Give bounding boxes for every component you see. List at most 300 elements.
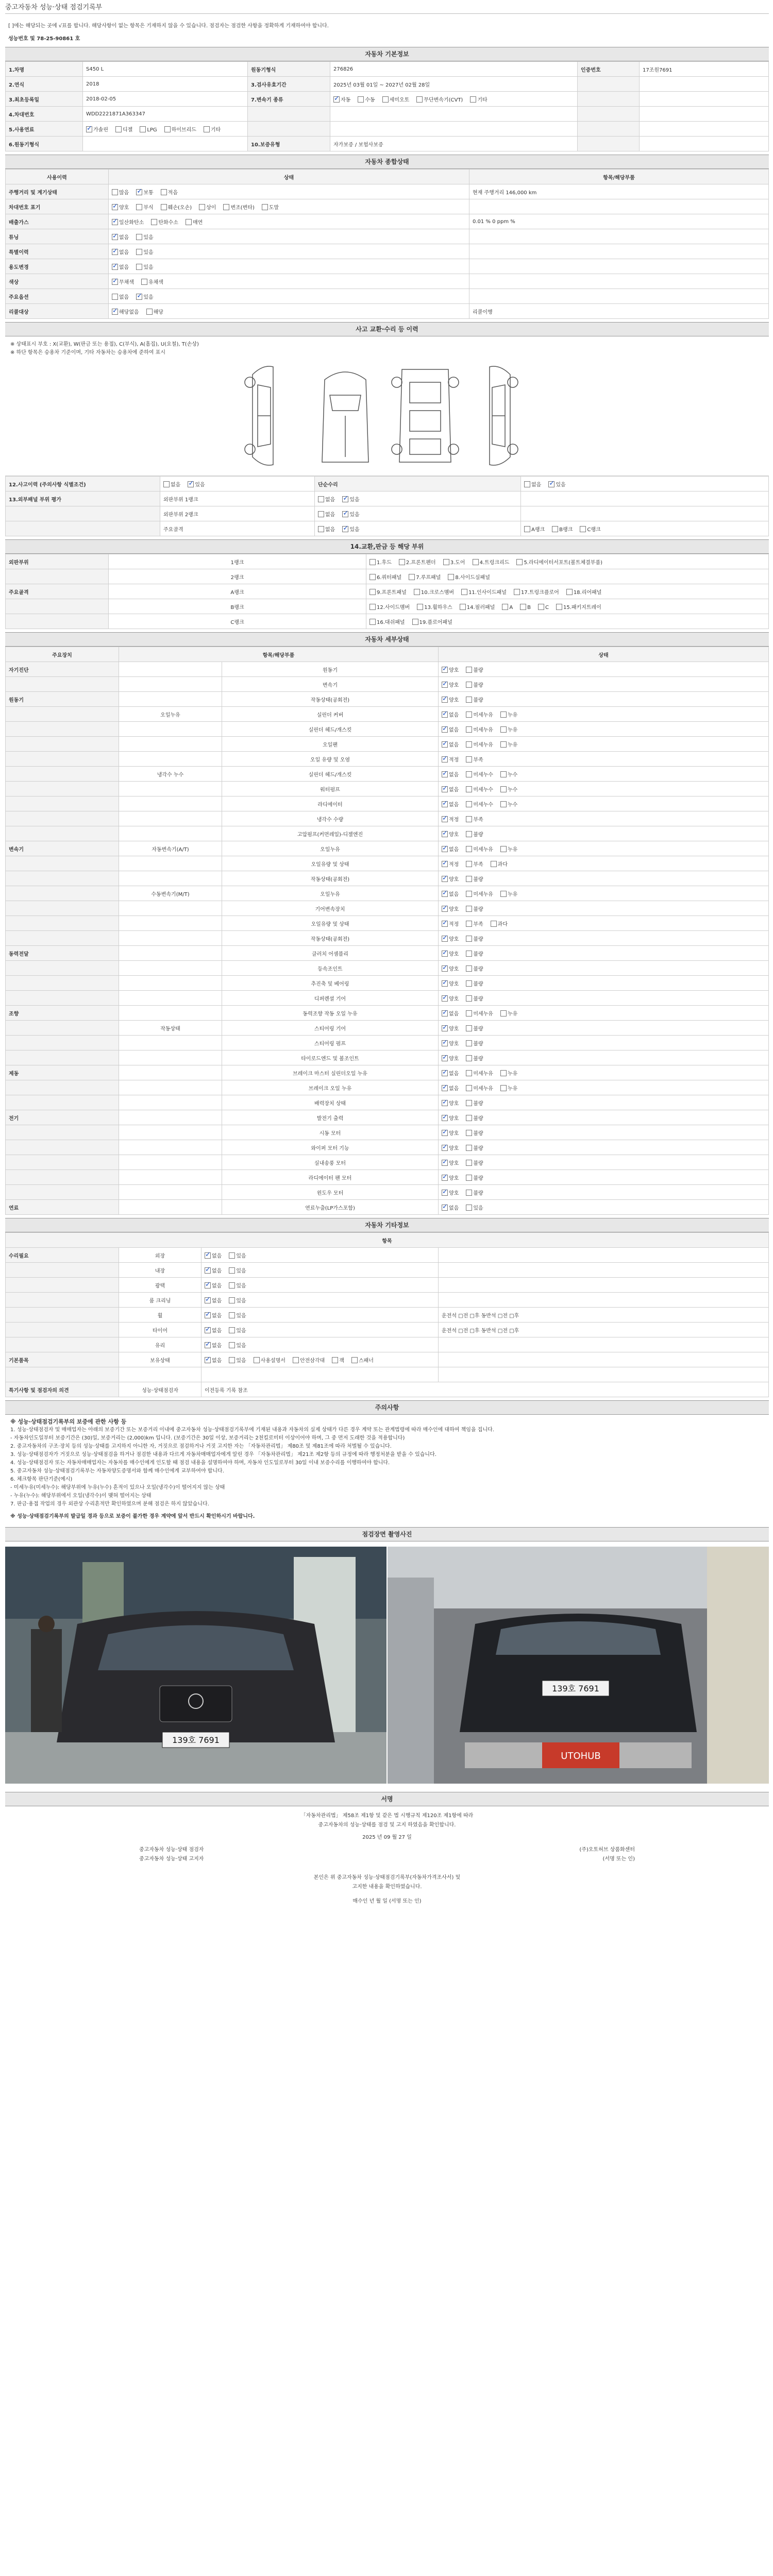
detail-option[interactable]: 불량: [466, 1129, 483, 1137]
detail-option[interactable]: ✓ 양호: [442, 1129, 459, 1137]
checkbox[interactable]: [86, 126, 92, 132]
checkbox[interactable]: [442, 1010, 448, 1016]
checkbox[interactable]: [466, 951, 472, 957]
checkbox[interactable]: [136, 204, 142, 210]
checkbox[interactable]: [318, 511, 324, 517]
checkbox[interactable]: [229, 1342, 235, 1348]
checkbox[interactable]: [556, 604, 562, 610]
checkbox[interactable]: [442, 786, 448, 792]
checkbox[interactable]: [442, 726, 448, 733]
detail-option[interactable]: 누유: [500, 845, 517, 853]
checkbox[interactable]: [442, 741, 448, 748]
general-option[interactable]: 훼손(오손): [161, 203, 192, 211]
other-option[interactable]: ✓ 없음: [205, 1341, 222, 1349]
part-option[interactable]: 3.도어: [443, 558, 465, 566]
detail-option[interactable]: 미세누유: [466, 1084, 493, 1092]
checkbox[interactable]: [466, 1025, 472, 1031]
general-option[interactable]: 많음: [112, 188, 129, 196]
checkbox[interactable]: [442, 682, 448, 688]
detail-option[interactable]: 불량: [466, 1159, 483, 1166]
detail-option[interactable]: ✓ 없음: [442, 890, 459, 897]
checkbox[interactable]: [566, 589, 573, 595]
fuel-option[interactable]: 기타: [204, 125, 221, 133]
checkbox[interactable]: [442, 1100, 448, 1106]
general-option[interactable]: ✓ 없음: [112, 233, 129, 241]
checkbox[interactable]: [188, 481, 194, 487]
checkbox[interactable]: [442, 1205, 448, 1211]
detail-option[interactable]: 미세누유: [466, 890, 493, 897]
detail-option[interactable]: 미세누유: [466, 725, 493, 733]
checkbox[interactable]: [442, 1085, 448, 1091]
detail-option[interactable]: 불량: [466, 1039, 483, 1047]
general-option[interactable]: ✓ 없음: [112, 248, 129, 256]
checkbox[interactable]: [442, 906, 448, 912]
detail-option[interactable]: 불량: [466, 994, 483, 1002]
checkbox[interactable]: [442, 936, 448, 942]
checkbox[interactable]: [500, 771, 507, 777]
checkbox[interactable]: [580, 526, 586, 532]
checkbox[interactable]: [254, 1357, 260, 1363]
part-option[interactable]: 13.휠하우스: [417, 603, 452, 611]
detail-option[interactable]: ✓ 없음: [442, 1069, 459, 1077]
other-option[interactable]: ✓ 없음: [205, 1251, 222, 1259]
checkbox[interactable]: [161, 189, 167, 195]
transmission-option[interactable]: 수동: [358, 95, 375, 103]
detail-option[interactable]: ✓ 양호: [442, 979, 459, 987]
checkbox[interactable]: [141, 279, 147, 285]
checkbox[interactable]: [466, 876, 472, 882]
checkbox[interactable]: [466, 1055, 472, 1061]
checkbox[interactable]: [416, 96, 423, 103]
checkbox[interactable]: [466, 995, 472, 1002]
other-option[interactable]: 있음: [229, 1251, 246, 1259]
detail-option[interactable]: 불량: [466, 1174, 483, 1181]
transmission-option[interactable]: 기타: [470, 95, 487, 103]
checkbox[interactable]: [466, 1145, 472, 1151]
detail-option[interactable]: ✓ 양호: [442, 1174, 459, 1181]
detail-option[interactable]: 누유: [500, 1069, 517, 1077]
repair-option[interactable]: ✓ 있음: [548, 480, 565, 488]
exterior-option[interactable]: ✓ 있음: [342, 495, 359, 503]
checkbox[interactable]: [466, 936, 472, 942]
part-option[interactable]: 2.프론트펜더: [399, 558, 436, 566]
checkbox[interactable]: [351, 1357, 358, 1363]
checkbox[interactable]: [466, 921, 472, 927]
transmission-option[interactable]: ✓ 자동: [333, 95, 350, 103]
checkbox[interactable]: [466, 980, 472, 987]
part-option[interactable]: 12.사이드멤버: [369, 603, 410, 611]
rank-option[interactable]: A랭크: [524, 525, 545, 533]
detail-option[interactable]: ✓ 양호: [442, 681, 459, 688]
detail-option[interactable]: ✓ 없음: [442, 845, 459, 853]
exterior-option[interactable]: 없음: [318, 495, 335, 503]
other-option[interactable]: ✓ 없음: [205, 1326, 222, 1334]
detail-option[interactable]: 불량: [466, 1099, 483, 1107]
checkbox[interactable]: [466, 816, 472, 822]
general-option[interactable]: 있음: [136, 248, 153, 256]
checkbox[interactable]: [112, 234, 118, 240]
checkbox[interactable]: [369, 574, 376, 580]
part-option[interactable]: 18.리어패널: [566, 588, 602, 596]
checkbox[interactable]: [293, 1357, 299, 1363]
general-option[interactable]: 상이: [199, 203, 216, 211]
checkbox[interactable]: [358, 96, 364, 103]
general-option[interactable]: 해당: [146, 308, 163, 315]
checkbox[interactable]: [442, 1145, 448, 1151]
detail-option[interactable]: ✓ 양호: [442, 964, 459, 972]
detail-option[interactable]: 불량: [466, 830, 483, 838]
accident-option[interactable]: 없음: [163, 480, 180, 488]
general-option[interactable]: 부식: [136, 203, 153, 211]
checkbox[interactable]: [369, 619, 376, 625]
checkbox[interactable]: [205, 1342, 211, 1348]
detail-option[interactable]: ✓ 양호: [442, 1189, 459, 1196]
detail-option[interactable]: ✓ 양호: [442, 1099, 459, 1107]
checkbox[interactable]: [466, 1130, 472, 1136]
exterior-option[interactable]: ✓ 있음: [342, 510, 359, 518]
detail-option[interactable]: 누수: [500, 800, 517, 808]
general-option[interactable]: ✓ 보통: [136, 188, 153, 196]
general-option[interactable]: ✓ 양호: [112, 203, 129, 211]
checkbox[interactable]: [332, 1357, 338, 1363]
part-option[interactable]: 19.플로어패널: [412, 618, 452, 625]
checkbox[interactable]: [500, 1070, 507, 1076]
checkbox[interactable]: [342, 526, 348, 532]
detail-option[interactable]: ✓ 없음: [442, 1009, 459, 1017]
checkbox[interactable]: [538, 604, 544, 610]
part-option[interactable]: B: [520, 604, 531, 611]
other-option[interactable]: 스패너: [351, 1356, 374, 1364]
general-option[interactable]: 있음: [136, 233, 153, 241]
checkbox[interactable]: [442, 756, 448, 762]
checkbox[interactable]: [500, 741, 507, 748]
detail-option[interactable]: ✓ 없음: [442, 770, 459, 778]
checkbox[interactable]: [466, 711, 472, 718]
exterior-option[interactable]: ✓ 있음: [342, 525, 359, 533]
part-option[interactable]: 6.쿼터패널: [369, 573, 401, 581]
part-option[interactable]: C: [538, 604, 549, 611]
detail-option[interactable]: 있음: [466, 1204, 483, 1211]
checkbox[interactable]: [466, 1100, 472, 1106]
detail-option[interactable]: 불량: [466, 935, 483, 942]
general-option[interactable]: ✓ 해당없음: [112, 308, 139, 315]
detail-option[interactable]: 불량: [466, 964, 483, 972]
checkbox[interactable]: [524, 481, 530, 487]
checkbox[interactable]: [466, 1205, 472, 1211]
detail-option[interactable]: ✓ 양호: [442, 1159, 459, 1166]
part-option[interactable]: 10.크로스멤버: [414, 588, 454, 596]
part-option[interactable]: 4.트렁크리드: [473, 558, 510, 566]
checkbox[interactable]: [466, 965, 472, 972]
detail-option[interactable]: ✓ 없음: [442, 785, 459, 793]
detail-option[interactable]: 불량: [466, 875, 483, 883]
general-option[interactable]: 매연: [186, 218, 203, 226]
detail-option[interactable]: ✓ 양호: [442, 666, 459, 673]
checkbox[interactable]: [442, 876, 448, 882]
checkbox[interactable]: [466, 786, 472, 792]
checkbox[interactable]: [229, 1312, 235, 1318]
checkbox[interactable]: [500, 726, 507, 733]
general-option[interactable]: ✓ 있음: [136, 293, 153, 300]
detail-option[interactable]: 누수: [500, 770, 517, 778]
detail-option[interactable]: ✓ 양호: [442, 875, 459, 883]
checkbox[interactable]: [442, 1040, 448, 1046]
checkbox[interactable]: [229, 1357, 235, 1363]
general-option[interactable]: 있음: [136, 263, 153, 270]
checkbox[interactable]: [514, 589, 520, 595]
checkbox[interactable]: [442, 1115, 448, 1121]
detail-option[interactable]: ✓ 양호: [442, 1114, 459, 1122]
detail-option[interactable]: 누수: [500, 785, 517, 793]
other-option[interactable]: 있음: [229, 1296, 246, 1304]
checkbox[interactable]: [443, 559, 449, 565]
detail-option[interactable]: ✓ 없음: [442, 740, 459, 748]
checkbox[interactable]: [470, 96, 476, 103]
checkbox[interactable]: [466, 1070, 472, 1076]
fuel-option[interactable]: 디젤: [115, 125, 132, 133]
part-option[interactable]: 11.인사이드패널: [461, 588, 507, 596]
checkbox[interactable]: [442, 921, 448, 927]
detail-option[interactable]: 불량: [466, 696, 483, 703]
checkbox[interactable]: [442, 1070, 448, 1076]
part-option[interactable]: 9.프론트패널: [369, 588, 407, 596]
checkbox[interactable]: [466, 1085, 472, 1091]
checkbox[interactable]: [500, 786, 507, 792]
checkbox[interactable]: [502, 604, 508, 610]
checkbox[interactable]: [333, 96, 340, 103]
general-option[interactable]: 유채색: [141, 278, 163, 285]
checkbox[interactable]: [205, 1312, 211, 1318]
transmission-option[interactable]: 세미오토: [382, 95, 410, 103]
checkbox[interactable]: [112, 189, 118, 195]
checkbox[interactable]: [412, 619, 418, 625]
detail-option[interactable]: 미세누유: [466, 1009, 493, 1017]
checkbox[interactable]: [369, 559, 376, 565]
other-option[interactable]: 안전삼각대: [293, 1356, 325, 1364]
checkbox[interactable]: [442, 1055, 448, 1061]
general-option[interactable]: 도말: [262, 203, 279, 211]
detail-option[interactable]: 미세누수: [466, 785, 493, 793]
checkbox[interactable]: [448, 574, 454, 580]
general-option[interactable]: 없음: [112, 293, 129, 300]
checkbox[interactable]: [112, 294, 118, 300]
detail-option[interactable]: 부족: [466, 920, 483, 927]
checkbox[interactable]: [442, 1025, 448, 1031]
general-option[interactable]: 변조(변타): [223, 203, 254, 211]
checkbox[interactable]: [229, 1267, 235, 1274]
checkbox[interactable]: [140, 126, 146, 132]
checkbox[interactable]: [500, 801, 507, 807]
detail-option[interactable]: 미세누수: [466, 770, 493, 778]
detail-option[interactable]: 불량: [466, 1144, 483, 1151]
part-option[interactable]: 17.트렁크플로어: [514, 588, 559, 596]
checkbox[interactable]: [318, 526, 324, 532]
detail-option[interactable]: 불량: [466, 950, 483, 957]
detail-option[interactable]: ✓ 양호: [442, 830, 459, 838]
checkbox[interactable]: [491, 861, 497, 867]
checkbox[interactable]: [466, 846, 472, 852]
fuel-option[interactable]: ✓ 가솔린: [86, 125, 108, 133]
detail-option[interactable]: 미세누수: [466, 800, 493, 808]
accident-option[interactable]: ✓ 있음: [188, 480, 205, 488]
part-option[interactable]: 8.사이드실패널: [448, 573, 490, 581]
checkbox[interactable]: [382, 96, 389, 103]
checkbox[interactable]: [229, 1282, 235, 1289]
checkbox[interactable]: [204, 126, 210, 132]
other-option[interactable]: ✓ 없음: [205, 1356, 222, 1364]
fuel-option[interactable]: 하이브리드: [164, 125, 196, 133]
checkbox[interactable]: [136, 294, 142, 300]
transmission-option[interactable]: 무단변속기(CVT): [416, 95, 463, 103]
checkbox[interactable]: [461, 589, 467, 595]
checkbox[interactable]: [205, 1297, 211, 1303]
checkbox[interactable]: [442, 891, 448, 897]
detail-option[interactable]: ✓ 양호: [442, 1039, 459, 1047]
detail-option[interactable]: ✓ 양호: [442, 1144, 459, 1151]
checkbox[interactable]: [466, 756, 472, 762]
checkbox[interactable]: [151, 219, 157, 225]
checkbox[interactable]: [442, 1130, 448, 1136]
checkbox[interactable]: [466, 906, 472, 912]
detail-option[interactable]: 과다: [491, 920, 508, 927]
checkbox[interactable]: [466, 801, 472, 807]
checkbox[interactable]: [442, 816, 448, 822]
other-option[interactable]: 잭: [332, 1356, 344, 1364]
general-option[interactable]: ✓ 무채색: [112, 278, 134, 285]
checkbox[interactable]: [442, 1190, 448, 1196]
detail-option[interactable]: 불량: [466, 1024, 483, 1032]
checkbox[interactable]: [466, 831, 472, 837]
checkbox[interactable]: [369, 589, 376, 595]
part-option[interactable]: 16.대쉬패널: [369, 618, 405, 625]
checkbox[interactable]: [136, 249, 142, 255]
checkbox[interactable]: [369, 604, 376, 610]
checkbox[interactable]: [318, 496, 324, 502]
checkbox[interactable]: [442, 995, 448, 1002]
other-option[interactable]: ✓ 없음: [205, 1281, 222, 1289]
detail-option[interactable]: ✓ 양호: [442, 1054, 459, 1062]
other-option[interactable]: 있음: [229, 1281, 246, 1289]
detail-option[interactable]: 누유: [500, 1009, 517, 1017]
checkbox[interactable]: [524, 526, 530, 532]
checkbox[interactable]: [466, 667, 472, 673]
checkbox[interactable]: [500, 1085, 507, 1091]
checkbox[interactable]: [552, 526, 558, 532]
checkbox[interactable]: [112, 309, 118, 315]
checkbox[interactable]: [548, 481, 554, 487]
checkbox[interactable]: [466, 1175, 472, 1181]
detail-option[interactable]: 불량: [466, 1114, 483, 1122]
other-option[interactable]: ✓ 없음: [205, 1311, 222, 1319]
part-option[interactable]: 1.후드: [369, 558, 392, 566]
detail-option[interactable]: ✓ 양호: [442, 905, 459, 912]
detail-option[interactable]: ✓ 적정: [442, 815, 459, 823]
checkbox[interactable]: [112, 204, 118, 210]
checkbox[interactable]: [442, 697, 448, 703]
exterior-option[interactable]: 없음: [318, 525, 335, 533]
detail-option[interactable]: 부족: [466, 755, 483, 763]
detail-option[interactable]: ✓ 적정: [442, 920, 459, 927]
checkbox[interactable]: [466, 861, 472, 867]
detail-option[interactable]: ✓ 양호: [442, 696, 459, 703]
checkbox[interactable]: [164, 126, 171, 132]
other-option[interactable]: 있음: [229, 1266, 246, 1274]
checkbox[interactable]: [205, 1282, 211, 1289]
checkbox[interactable]: [442, 951, 448, 957]
detail-option[interactable]: ✓ 없음: [442, 800, 459, 808]
checkbox[interactable]: [466, 741, 472, 748]
checkbox[interactable]: [466, 1115, 472, 1121]
detail-option[interactable]: 불량: [466, 1189, 483, 1196]
detail-option[interactable]: ✓ 없음: [442, 1204, 459, 1211]
checkbox[interactable]: [186, 219, 192, 225]
other-option[interactable]: 있음: [229, 1311, 246, 1319]
detail-option[interactable]: 불량: [466, 681, 483, 688]
checkbox[interactable]: [491, 921, 497, 927]
checkbox[interactable]: [520, 604, 526, 610]
checkbox[interactable]: [205, 1252, 211, 1259]
checkbox[interactable]: [161, 204, 167, 210]
checkbox[interactable]: [466, 682, 472, 688]
detail-option[interactable]: 불량: [466, 905, 483, 912]
checkbox[interactable]: [199, 204, 205, 210]
general-option[interactable]: ✓ 일산화탄소: [112, 218, 144, 226]
checkbox[interactable]: [229, 1297, 235, 1303]
detail-option[interactable]: 누유: [500, 725, 517, 733]
detail-option[interactable]: 미세누유: [466, 740, 493, 748]
detail-option[interactable]: ✓ 없음: [442, 1084, 459, 1092]
checkbox[interactable]: [136, 264, 142, 270]
exterior-option[interactable]: 없음: [318, 510, 335, 518]
checkbox[interactable]: [262, 204, 268, 210]
checkbox[interactable]: [442, 1160, 448, 1166]
checkbox[interactable]: [442, 771, 448, 777]
checkbox[interactable]: [466, 1160, 472, 1166]
part-option[interactable]: A: [502, 604, 513, 611]
detail-option[interactable]: 미세누유: [466, 1069, 493, 1077]
other-option[interactable]: ✓ 없음: [205, 1296, 222, 1304]
checkbox[interactable]: [442, 831, 448, 837]
checkbox[interactable]: [229, 1252, 235, 1259]
rank-option[interactable]: C랭크: [580, 525, 600, 533]
detail-option[interactable]: 미세누유: [466, 845, 493, 853]
checkbox[interactable]: [466, 1040, 472, 1046]
checkbox[interactable]: [342, 496, 348, 502]
checkbox[interactable]: [466, 891, 472, 897]
checkbox[interactable]: [442, 1175, 448, 1181]
detail-option[interactable]: ✓ 없음: [442, 725, 459, 733]
detail-option[interactable]: ✓ 적정: [442, 755, 459, 763]
part-option[interactable]: 5.라디에이터서포트(볼트체결부품): [516, 558, 602, 566]
detail-option[interactable]: 누유: [500, 710, 517, 718]
checkbox[interactable]: [223, 204, 229, 210]
checkbox[interactable]: [466, 1010, 472, 1016]
checkbox[interactable]: [516, 559, 523, 565]
detail-option[interactable]: 누유: [500, 1084, 517, 1092]
checkbox[interactable]: [442, 861, 448, 867]
other-option[interactable]: 있음: [229, 1341, 246, 1349]
detail-option[interactable]: 누유: [500, 890, 517, 897]
checkbox[interactable]: [442, 801, 448, 807]
other-option[interactable]: 사용설명서: [254, 1356, 285, 1364]
detail-option[interactable]: ✓ 적정: [442, 860, 459, 868]
checkbox[interactable]: [442, 965, 448, 972]
checkbox[interactable]: [112, 219, 118, 225]
general-option[interactable]: 탄화수소: [151, 218, 178, 226]
detail-option[interactable]: 불량: [466, 979, 483, 987]
checkbox[interactable]: [112, 264, 118, 270]
checkbox[interactable]: [466, 697, 472, 703]
